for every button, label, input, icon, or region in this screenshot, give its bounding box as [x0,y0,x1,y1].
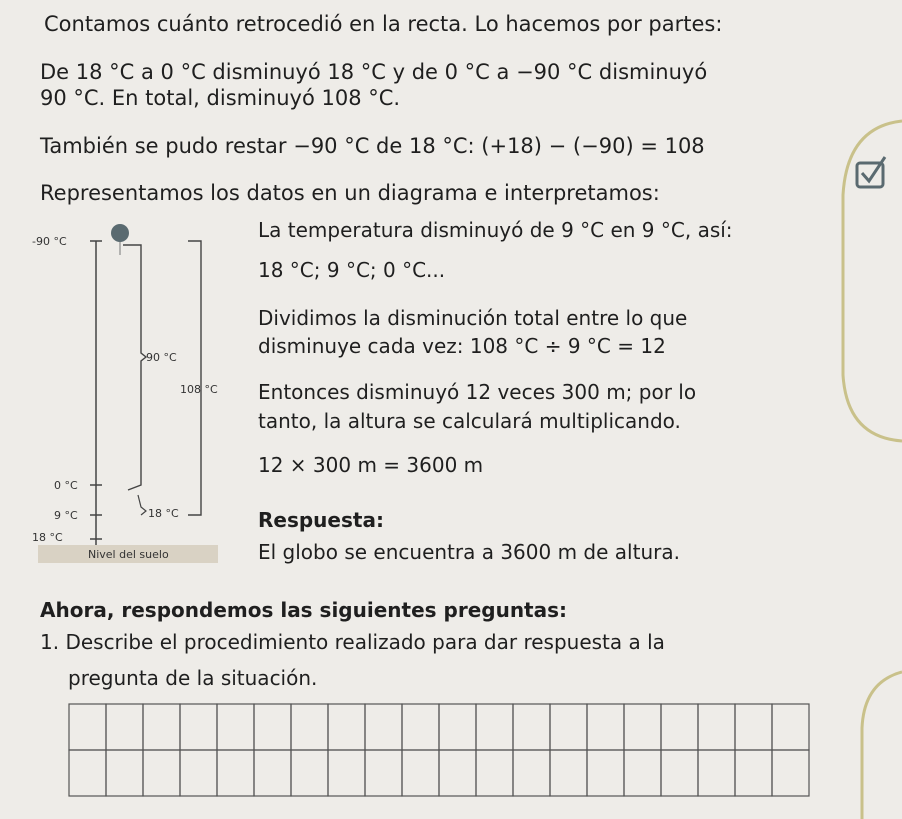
paragraph-1-line-2: 90 °C. En total, disminuyó 108 °C. [40,86,401,110]
grid-cell[interactable] [550,750,587,796]
grid-cell[interactable] [661,704,698,750]
grid-cell[interactable] [180,704,217,750]
grid-cell[interactable] [661,750,698,796]
label-108: 108 °C [180,383,218,396]
question-1-line-1: 1. Describe el procedimiento realizado para dar respuesta a la [40,630,665,654]
right-line-3: Dividimos la disminución total entre lo que [258,306,688,330]
grid-cell[interactable] [143,704,180,750]
right-line-2: 18 °C; 9 °C; 0 °C... [258,258,446,282]
label-0: 0 °C [54,479,78,492]
paragraph-2: También se pudo restar −90 °C de 18 °C: (+18) − (−90) = 108 [40,134,705,158]
grid-cell[interactable] [624,704,661,750]
grid-cell[interactable] [69,750,106,796]
label-18-right: 18 °C [148,507,179,520]
grid-cell[interactable] [772,750,809,796]
grid-cell[interactable] [735,750,772,796]
thermometer-diagram [28,215,248,575]
right-line-1: La temperatura disminuyó de 9 °C en 9 °C, así: [258,218,733,242]
answer-text: El globo se encuentra a 3600 m de altura. [258,540,680,564]
grid-cell[interactable] [365,750,402,796]
grid-cell[interactable] [587,704,624,750]
grid-cell[interactable] [439,750,476,796]
grid-cell[interactable] [735,704,772,750]
equation: 12 × 300 m = 3600 m [258,453,484,477]
grid-cell[interactable] [180,750,217,796]
paragraph-1-line-1: De 18 °C a 0 °C disminuyó 18 °C y de 0 °C a −90 °C disminuyó [40,60,708,84]
heading: Contamos cuánto retrocedió en la recta. Lo hacemos por partes: [44,12,723,36]
grid-cell[interactable] [328,750,365,796]
right-line-6: tanto, la altura se calculará multiplicando. [258,409,681,433]
grid-cell[interactable] [254,750,291,796]
grid-cell[interactable] [772,704,809,750]
grid-cell[interactable] [513,750,550,796]
grid-cell[interactable] [402,750,439,796]
section-title: Ahora, respondemos las siguientes preguntas: [40,598,568,622]
paragraph-3: Representamos los datos en un diagrama e interpretamos: [40,181,660,205]
grid-cell[interactable] [69,704,106,750]
grid-cell[interactable] [698,750,735,796]
grid-cell[interactable] [550,704,587,750]
right-line-5: Entonces disminuyó 12 veces 300 m; por lo [258,380,697,404]
grid-cell[interactable] [291,750,328,796]
grid-cell[interactable] [106,704,143,750]
answer-grid[interactable] [68,703,818,803]
bottom-corner-decoration [860,668,902,819]
side-margin-decoration [835,115,902,445]
grid-cell[interactable] [698,704,735,750]
grid-cell[interactable] [254,704,291,750]
right-line-4: disminuye cada vez: 108 °C ÷ 9 °C = 12 [258,334,666,358]
answer-label: Respuesta: [258,508,384,532]
label-minus-90: -90 °C [32,235,67,248]
grid-cell[interactable] [624,750,661,796]
label-90: 90 °C [146,351,177,364]
label-18-left: 18 °C [32,531,63,544]
grid-cell[interactable] [217,750,254,796]
grid-cell[interactable] [143,750,180,796]
grid-cell[interactable] [439,704,476,750]
grid-cell[interactable] [476,750,513,796]
grid-cell[interactable] [402,704,439,750]
ground-label: Nivel del suelo [88,548,169,561]
grid-cell[interactable] [328,704,365,750]
grid-cell[interactable] [513,704,550,750]
grid-cell[interactable] [587,750,624,796]
grid-cell[interactable] [217,704,254,750]
balloon-icon [111,224,129,242]
label-9: 9 °C [54,509,78,522]
question-1-line-2: pregunta de la situación. [68,666,318,690]
grid-cell[interactable] [476,704,513,750]
grid-cell[interactable] [291,704,328,750]
grid-cell[interactable] [106,750,143,796]
grid-cell[interactable] [365,704,402,750]
